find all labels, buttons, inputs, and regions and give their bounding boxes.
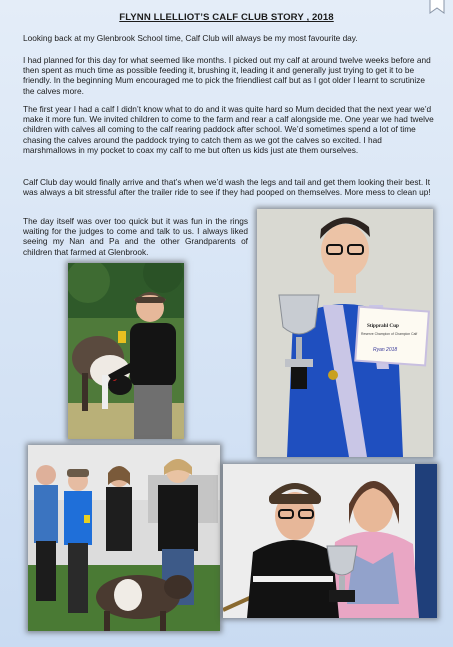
story-paragraph-2: I had planned for this day for what seemed like months. I picked out my calf at around twelve weeks before and then spent as much time as possible feeding it, brushing it, leading it and generally just trying to get it to be friendly. In the beginning Mum encouraged me to pick the friendliest calf but as I got older I learnt to scrutinize the calves more. bbox=[23, 55, 431, 96]
story-paragraph-1: Looking back at my Glenbrook School time, Calf Club will always be my most favourite day. bbox=[23, 33, 358, 43]
story-paragraph-5: The day itself was over too quick but it was fun in the rings waiting for the judges to come and talk to us. I always liked seeing my Nan and Pa and the other Grandparents of children that farmed at Glenbrook. bbox=[23, 216, 248, 257]
photo-boy-with-trophy bbox=[257, 209, 433, 457]
photo-family-group-with-calf bbox=[28, 445, 220, 631]
page-title: FLYNN LLELLIOT’S CALF CLUB STORY , 2018 bbox=[119, 12, 334, 23]
photo-boy-and-woman-with-trophy bbox=[223, 464, 437, 618]
story-paragraph-4: Calf Club day would finally arrive and that’s when we’d wash the legs and tail and get them looking their best. It was always a bit stressful after the trailer ride to see if they had pooped on themselves. More mess to clean up! bbox=[23, 177, 431, 198]
certificate-subtitle: Reserve Champion of Champion Calf bbox=[361, 332, 418, 336]
certificate-signature: Ryan 2018 bbox=[373, 347, 398, 353]
story-paragraph-3: The first year I had a calf I didn’t know what to do and it was quite hard so Mum decided that the next year we’d make it more fun. We invited children to come to the farm and rear a calf alongside me. One year we had twelve children with calves all coming to the calf rearing paddock after school. We’d sometimes spend a lot of time chasing the calves around the paddock trying to catch them as we got the calves so excited. I had marshmallows in my pocket to coax my calf to me but often us kids just ate them ourselves. bbox=[23, 104, 434, 155]
photo-boy-with-calf bbox=[68, 263, 184, 439]
certificate-title: Stipprahl Cup bbox=[367, 323, 399, 329]
